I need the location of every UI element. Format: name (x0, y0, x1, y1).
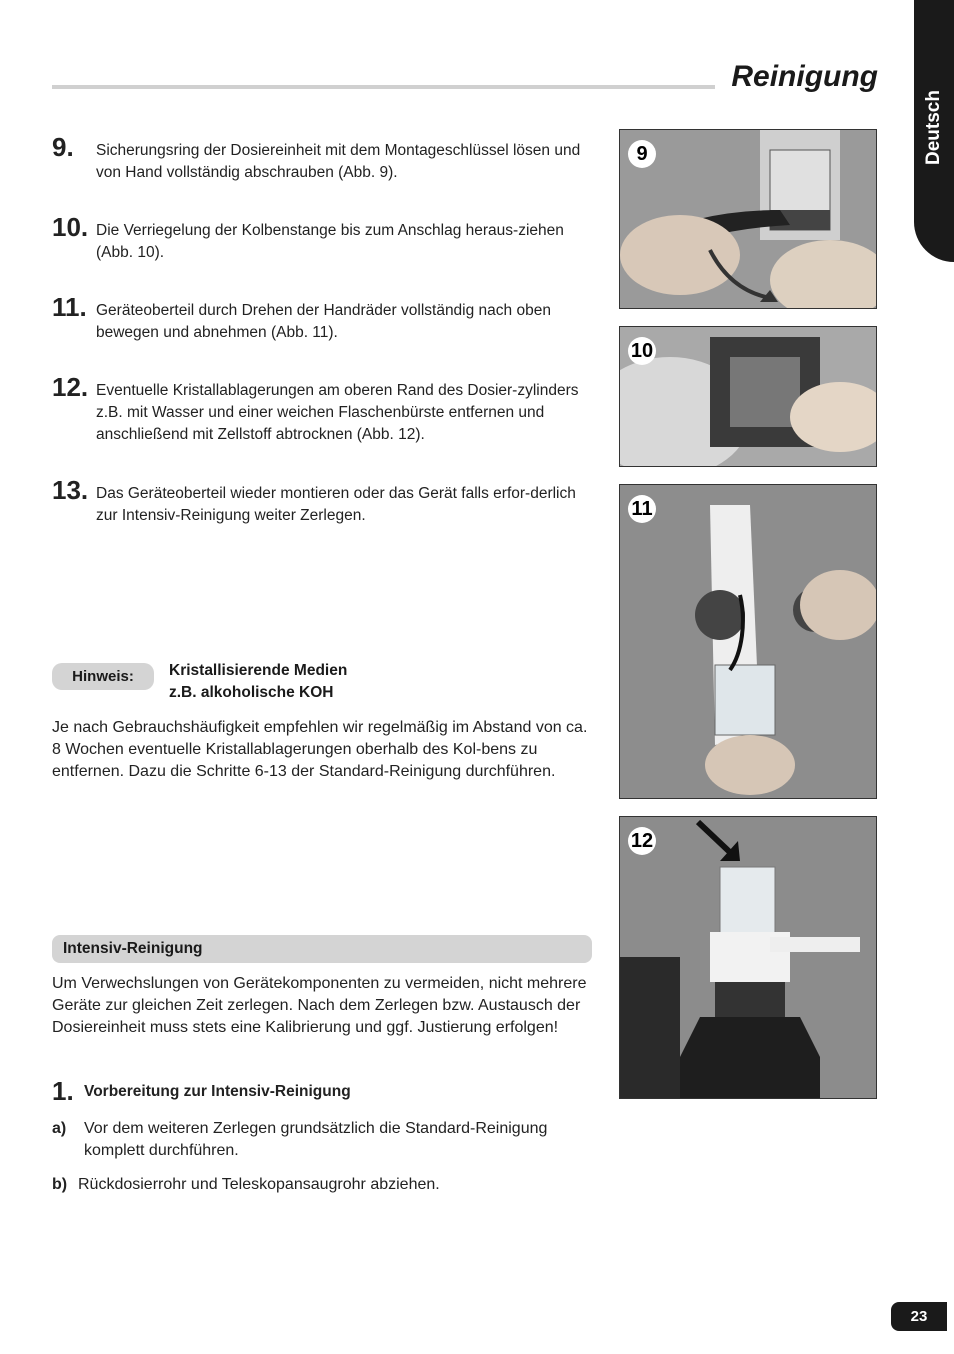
intensiv-body: Um Verwechslungen von Gerätekomponenten zu vermeiden, nicht mehrere Geräte zur gleichen Zeit zerlegen. Nach dem Zerlegen bzw. Austausch der Dosiereinheit muss stets eine Kalibrierung und ggf. Justierung erfolgen! (52, 975, 587, 1036)
step-text: Geräteoberteil durch Drehen der Handräder vollständig nach oben bewegen und abnehmen (Abb. 11). (96, 302, 551, 341)
step-number: 13. (52, 475, 89, 505)
figure-label: 9 (628, 140, 656, 168)
step-text: Sicherungsring der Dosiereinheit mit dem Montageschlüssel lösen und von Hand vollständig abschrauben (Abb. 9). (96, 142, 581, 181)
intensiv-step-title: Vorbereitung zur Intensiv-Reinigung (84, 1083, 351, 1100)
page-title: Reinigung (731, 60, 878, 93)
figure-11-photo (619, 484, 877, 799)
figure-12-photo (619, 816, 877, 1099)
step-13 (52, 475, 592, 527)
step-number: 11. (52, 292, 87, 322)
language-tab-label: Deutsch (923, 90, 944, 165)
step-number: 10. (52, 212, 89, 242)
step-text: Das Geräteoberteil wieder montieren oder das Gerät falls erfor-derlich zur Intensiv-Reinigung weiter Zerlegen. (96, 485, 576, 524)
hint-title-line-2: z.B. alkoholische KOH (169, 684, 334, 701)
step-text: Die Verriegelung der Kolbenstange bis zum Anschlag heraus-ziehen (Abb. 10). (96, 222, 564, 261)
header-rule (52, 85, 715, 89)
figure-label: 10 (628, 337, 656, 365)
page-number: 23 (891, 1302, 947, 1331)
list-item-a (52, 1118, 597, 1162)
list-item-label: a) (52, 1120, 67, 1137)
step-12 (52, 372, 592, 446)
step-10 (52, 212, 592, 264)
hint-title (169, 660, 347, 704)
step-11 (52, 292, 592, 344)
step-number: 12. (52, 372, 89, 402)
hint-title-line-1: Kristallisierende Medien (169, 662, 348, 679)
step-9 (52, 132, 592, 184)
list-item-label: b) (52, 1176, 68, 1193)
list-item-b (52, 1174, 597, 1196)
figure-9-photo (619, 129, 877, 309)
intensiv-step-number: 1. (52, 1076, 74, 1106)
language-tab (914, 0, 954, 262)
section-heading: Intensiv-Reinigung (63, 940, 203, 957)
figure-label: 11 (628, 495, 656, 523)
step-number: 9. (52, 132, 74, 162)
section-heading-bar (52, 935, 592, 963)
list-item-text: Vor dem weiteren Zerlegen grundsätzlich die Standard-Reinigung komplett durchführen. (84, 1120, 548, 1159)
list-item-text: Rückdosierrohr und Teleskopansaugrohr abziehen. (78, 1176, 440, 1193)
step-text: Eventuelle Kristallablagerungen am oberen Rand des Dosier-zylinders z.B. mit Wasser und einer weichen Flaschenbürste entfernen und anschließend mit Zellstoff abtrocknen (Abb. 12). (96, 382, 579, 443)
hint-body: Je nach Gebrauchshäufigkeit empfehlen wir regelmäßig im Abstand von ca. 8 Wochen eventuelle Kristallablagerungen oberhalb des Kol-bens zu entfernen. Dazu die Schritte 6-13 der Standard-Reinigung durchführen. (52, 719, 588, 780)
figure-10-photo (619, 326, 877, 467)
hint-badge: Hinweis: (52, 663, 154, 690)
figure-label: 12 (628, 827, 656, 855)
